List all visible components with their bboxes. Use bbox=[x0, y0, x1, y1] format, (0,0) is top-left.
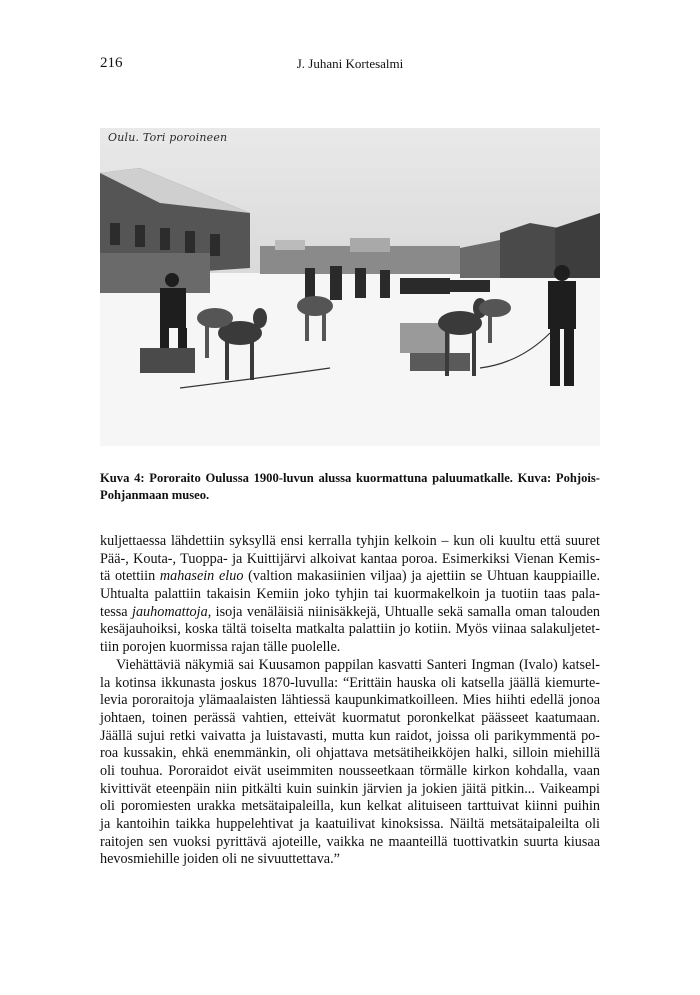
text-segment: Jäällä sujui retki vaivatta ja luistavasti, mutta kun raidot, joissa oli parikymmentä po- bbox=[100, 727, 600, 744]
italic-term: jauhomattoja bbox=[132, 603, 208, 620]
photo-inscription: Oulu. Tori poroineen bbox=[108, 131, 228, 144]
text-segment: johtaen, toinen perässä vahtien, etteivät kuormatut poronkelkat päässeet kaatumaan. bbox=[100, 709, 600, 726]
text-segment: tä otettiin bbox=[100, 568, 160, 585]
figure-caption: Kuva 4: Pororaito Oulussa 1900-luvun alussa kuormattuna paluumatkalle. Kuva: Pohjois-Pohjanmaan museo. bbox=[100, 471, 600, 502]
text-segment: levia pororaitoja ylämaalaisten lähtiessä kaupunkimatkoilleen. Mies hiihti edellä jonoa bbox=[100, 692, 600, 709]
text-segment: oli poromiesten urakka metsätaipaleilla, kun kelkat alituiseen tarttuivat kiinni puihin bbox=[100, 798, 600, 815]
text-line bbox=[100, 568, 600, 586]
running-head bbox=[100, 55, 600, 73]
text-segment: roa kussakin, ehkä enemmänkin, oli ohjattava metsätiheikköjen halki, silloin miehillä bbox=[100, 745, 600, 762]
text-line bbox=[100, 604, 600, 622]
text-line bbox=[100, 728, 600, 746]
text-segment: oli touhua. Pororaidot eivät useimmiten nousseetkaan törmälle kirkon kohdalla, vaan bbox=[100, 762, 600, 779]
text-line bbox=[100, 675, 600, 693]
text-line bbox=[100, 745, 600, 763]
page-number: 216 bbox=[100, 55, 123, 71]
text-segment: , isoja venäläisiä niinisäkkejä, Uhtualle sekä samalla oman talouden bbox=[207, 603, 600, 620]
reindeer-market-photo bbox=[100, 128, 600, 446]
text-line bbox=[100, 763, 600, 781]
text-line bbox=[100, 657, 600, 675]
italic-term: mahasein eluo bbox=[159, 568, 244, 585]
body-text bbox=[100, 533, 600, 869]
running-head-author: J. Juhani Kortesalmi bbox=[296, 56, 404, 71]
text-segment: Viehättäviä näkymiä sai Kuusamon pappilan kasvatti Santeri Ingman (Ivalo) katsel- bbox=[116, 656, 600, 673]
text-line bbox=[100, 834, 600, 852]
text-line bbox=[100, 710, 600, 728]
text-line bbox=[100, 851, 600, 869]
text-segment: raitojen sen vuoksi pyrittävä ajoteille, vaikka ne maanteillä tuottivatkin suurta kiusaa bbox=[100, 833, 600, 850]
text-segment: tiin porojen kuormissa rajan tälle puolelle. bbox=[100, 639, 341, 656]
text-segment: hevosmiehille joiden oli ne sivuuttettava.” bbox=[100, 851, 340, 868]
text-segment: ja kantoihin taikka huppelehtivat ja kaatuilivat kinoksissa. Näiltä metsätaipaleilta oli bbox=[100, 816, 600, 832]
text-line bbox=[100, 781, 600, 799]
text-segment: kuljettaessa lähdettiin syksyllä ensi kerralla tyhjin kelkoin – kun oli kuultu että suuret bbox=[100, 533, 600, 549]
text-line bbox=[100, 551, 600, 569]
text-segment: tessa bbox=[100, 603, 133, 620]
text-segment: Uhtualta palattiin takaisin Kemiin joko tyhjin tai kuormakelkoin ja tuotiin taas pala- bbox=[100, 586, 600, 603]
text-line bbox=[100, 816, 600, 834]
text-line bbox=[100, 639, 600, 657]
text-segment: kivittivät eteenpäin niin pitkälti kuin suinkin järvien ja jokien jäitä pitkin... Vaikeampi bbox=[100, 780, 600, 797]
text-line bbox=[100, 798, 600, 816]
text-segment: Pää-, Kouta-, Tuoppa- ja Kuittijärvi alkoivat kantaa poroa. Esimerkiksi Vienan Kemis- bbox=[100, 550, 600, 567]
text-line bbox=[100, 533, 600, 551]
text-line bbox=[100, 621, 600, 639]
text-segment: (valtion makasiinien viljaa) ja ajettiin se Uhtuan kauppiaille. bbox=[243, 568, 600, 585]
text-line bbox=[100, 692, 600, 710]
photo-illustration bbox=[100, 128, 600, 446]
text-line bbox=[100, 586, 600, 604]
text-segment: la kotinsa ikkunasta joskus 1870-luvulla: “Erittäin hauska oli katsella jäällä kiemurte- bbox=[100, 674, 600, 691]
text-segment: kesäjauhoiksi, koska tältä toiselta matkalta palattiin jo kotiin. Myös viinaa salakuljetet- bbox=[100, 621, 600, 638]
